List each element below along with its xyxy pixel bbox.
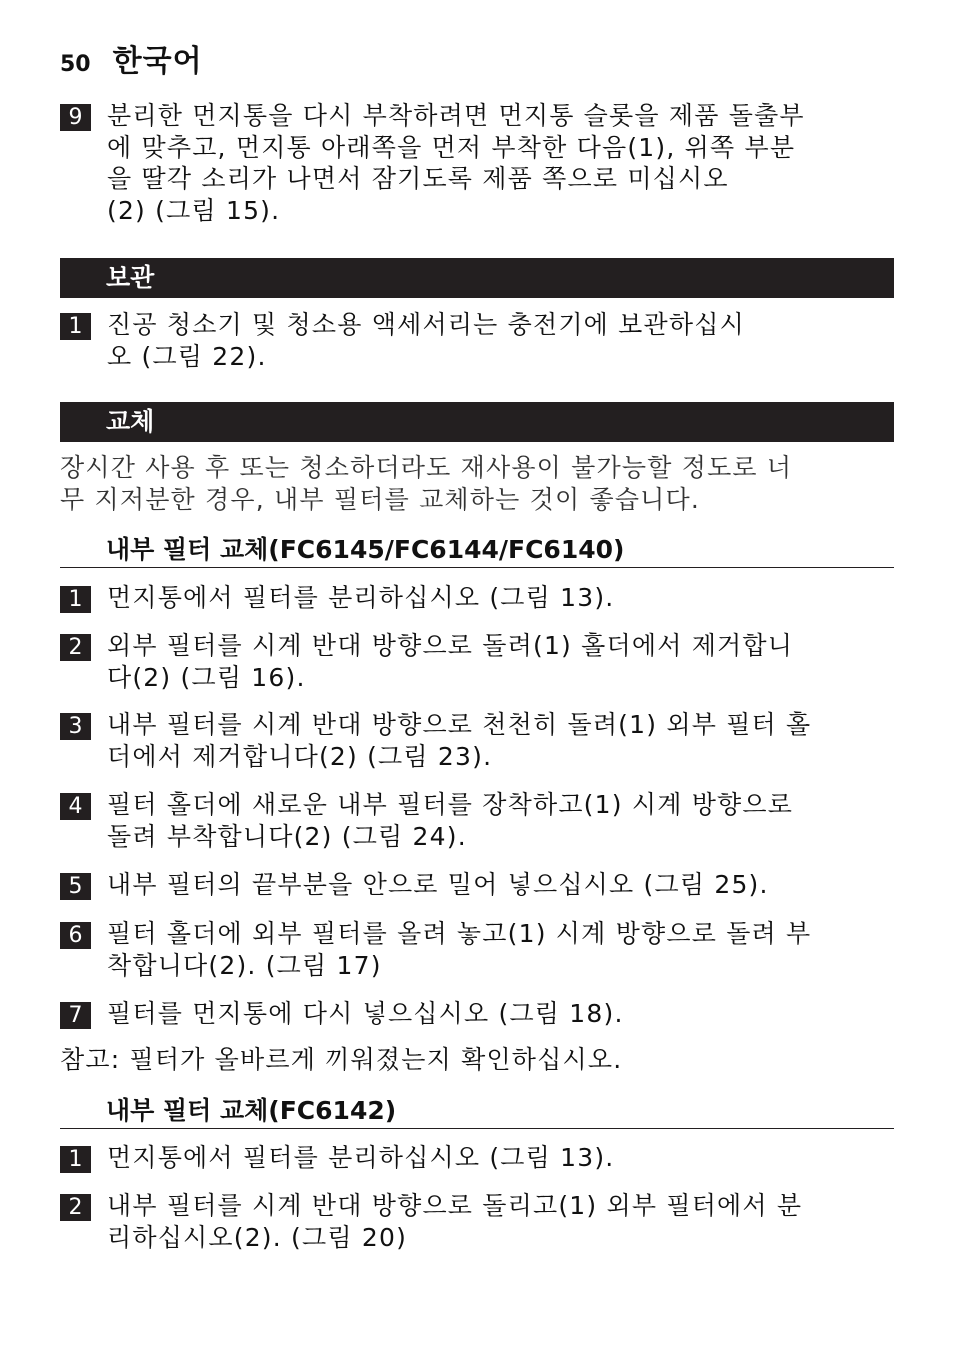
section-header-storage bbox=[60, 258, 894, 298]
step-number-badge: 1 bbox=[60, 313, 91, 340]
step-number-badge: 2 bbox=[60, 634, 91, 661]
step-item bbox=[60, 789, 894, 852]
step-number-badge: 5 bbox=[60, 873, 91, 900]
step-item bbox=[60, 100, 894, 226]
step-number-badge: 4 bbox=[60, 793, 91, 820]
subsection-heading bbox=[60, 1094, 894, 1129]
step-number-badge: 7 bbox=[60, 1002, 91, 1029]
step-text: 필터 홀더에 새로운 내부 필터를 장착하고(1) 시계 방향으로 돌려 부착합니다(2) (그림 24). bbox=[107, 790, 794, 851]
section-title: 보관 bbox=[106, 263, 155, 292]
step-number-badge: 1 bbox=[60, 586, 91, 613]
step-text: 내부 필터를 시계 반대 방향으로 돌리고(1) 외부 필터에서 분 리하십시오(2). (그림 20) bbox=[107, 1191, 803, 1252]
step-number-badge: 9 bbox=[60, 104, 91, 131]
language-title: 한국어 bbox=[112, 44, 203, 79]
section-title: 교체 bbox=[106, 407, 155, 436]
step-text: 내부 필터를 시계 반대 방향으로 천천히 돌려(1) 외부 필터 홀 더에서 제거합니다(2) (그림 23). bbox=[107, 710, 812, 771]
step-number-badge: 6 bbox=[60, 922, 91, 949]
subsection-heading bbox=[60, 533, 894, 568]
step-item bbox=[60, 709, 894, 772]
replacement-intro: 장시간 사용 후 또는 청소하더라도 재사용이 불가능할 정도로 너 무 지저분한 경우, 내부 필터를 교체하는 것이 좋습니다. bbox=[60, 453, 793, 514]
step-item bbox=[60, 309, 894, 372]
step-item bbox=[60, 582, 894, 614]
step-item bbox=[60, 918, 894, 981]
step-number-badge: 1 bbox=[60, 1146, 91, 1173]
note-text: 참고: 필터가 올바르게 끼워졌는지 확인하십시오. bbox=[60, 1045, 623, 1074]
step-text: 내부 필터의 끝부분을 안으로 밀어 넣으십시오 (그림 25). bbox=[107, 870, 769, 899]
step-text: 진공 청소기 및 청소용 액세서리는 충전기에 보관하십시 오 (그림 22). bbox=[107, 310, 745, 371]
step-text: 외부 필터를 시계 반대 방향으로 돌려(1) 홀더에서 제거합니 다(2) (그림 16). bbox=[107, 631, 794, 692]
step-number-badge: 3 bbox=[60, 713, 91, 740]
step-item bbox=[60, 630, 894, 693]
step-number-badge: 2 bbox=[60, 1194, 91, 1221]
step-item bbox=[60, 869, 894, 901]
step-text: 먼지통에서 필터를 분리하십시오 (그림 13). bbox=[107, 583, 615, 612]
page-number: 50 bbox=[60, 52, 91, 77]
subsection-title: 내부 필터 교체(FC6142) bbox=[106, 1096, 397, 1125]
step-item bbox=[60, 1142, 894, 1174]
page-header bbox=[60, 36, 203, 80]
step-text: 필터를 먼지통에 다시 넣으십시오 (그림 18). bbox=[107, 999, 624, 1028]
section-header-replacement bbox=[60, 402, 894, 442]
step-text: 필터 홀더에 외부 필터를 올려 놓고(1) 시계 방향으로 돌려 부 착합니다(2). (그림 17) bbox=[107, 919, 812, 980]
step-item bbox=[60, 998, 894, 1030]
step-text: 먼지통에서 필터를 분리하십시오 (그림 13). bbox=[107, 1143, 615, 1172]
step-text: 분리한 먼지통을 다시 부착하려면 먼지통 슬롯을 제품 돌출부 에 맞추고, 먼지통 아래쪽을 먼저 부착한 다음(1), 위쪽 부분 을 딸각 소리가 나면서 잠기도록 제품 쪽으로 미십시오 (2) (그림 15). bbox=[107, 101, 805, 225]
subsection-title: 내부 필터 교체(FC6145/FC6144/FC6140) bbox=[106, 535, 625, 564]
step-item bbox=[60, 1190, 894, 1253]
